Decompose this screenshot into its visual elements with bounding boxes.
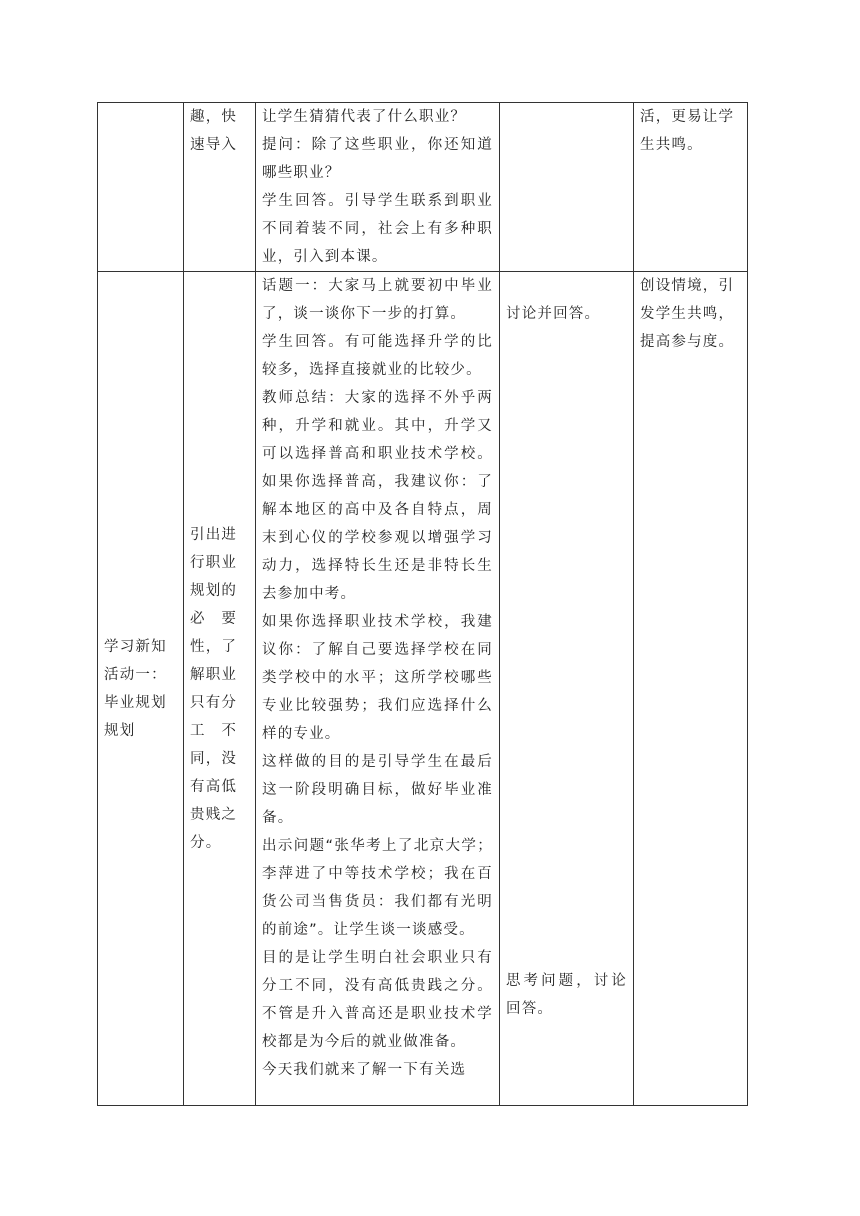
paragraph: 提问：除了这些职业，你还知道哪些职业？: [262, 137, 493, 181]
paragraph: 学生回答。有可能选择升学的比较多，选择直接就业的比较少。: [262, 334, 493, 378]
teacher-activity-cell: [256, 272, 500, 1106]
design-intent-cell: 创设情境，引发学生共鸣，提高参与度。: [634, 272, 748, 1106]
paragraph: 教师总结：大家的选择不外乎两种，升学和就业。其中，升学又可以选择普高和职业技术学校。如果你选择普高，我建议你：了解本地区的高中及各自特点，周末到心仪的学校参观以增强学习动力，选择特长生还是非特长生去参加中考。: [262, 390, 493, 602]
lesson-plan-table: [97, 102, 748, 1106]
student-activity-2: 思考问题，讨论回答。: [506, 973, 627, 1017]
paragraph: 今天我们就来了解一下有关选: [262, 1062, 467, 1078]
purpose-cell: 引出进行职业规划的必 要性，了解职业只有分工 不同，没有高低贵贱之分。: [184, 272, 256, 1106]
student-activity-cell: [500, 103, 634, 272]
student-activity-cell: [500, 272, 634, 1106]
paragraph: 目的是让学生明白社会职业只有分工不同，没有高低贵践之分。不管是升入普高还是职业技术学校都是为今后的就业做准备。: [262, 950, 493, 1050]
table-row: [98, 272, 748, 1106]
paragraph: 学生回答。引导学生联系到职业不同着装不同，社会上有多种职业，引入到本课。: [262, 193, 493, 265]
student-activity-1: 讨论并回答。: [506, 306, 601, 322]
paragraph: 话题一：大家马上就要初中毕业了，谈一谈你下一步的打算。: [262, 278, 493, 322]
teacher-activity-cell: [256, 103, 500, 272]
stage-cell: 学习新知活动一：毕业规划规划: [98, 272, 184, 1106]
design-intent-cell: 活，更易让学生共鸣。: [634, 103, 748, 272]
table-row: [98, 103, 748, 272]
paragraph: 让学生猜猜代表了什么职业？: [262, 109, 467, 125]
stage-cell: [98, 103, 184, 272]
purpose-cell: 趣，快速导入: [184, 103, 256, 272]
paragraph: 这样做的目的是引导学生在最后这一阶段明确目标，做好毕业准备。: [262, 754, 493, 826]
paragraph: 出示问题“张华考上了北京大学；李萍进了中等技术学校；我在百货公司当售货员：我们都有光明的前途”。让学生谈一谈感受。: [262, 838, 493, 938]
paragraph: 如果你选择职业技术学校，我建议你：了解自己要选择学校在同类学校中的水平；这所学校哪些专业比较强势；我们应选择什么样的专业。: [262, 614, 493, 742]
